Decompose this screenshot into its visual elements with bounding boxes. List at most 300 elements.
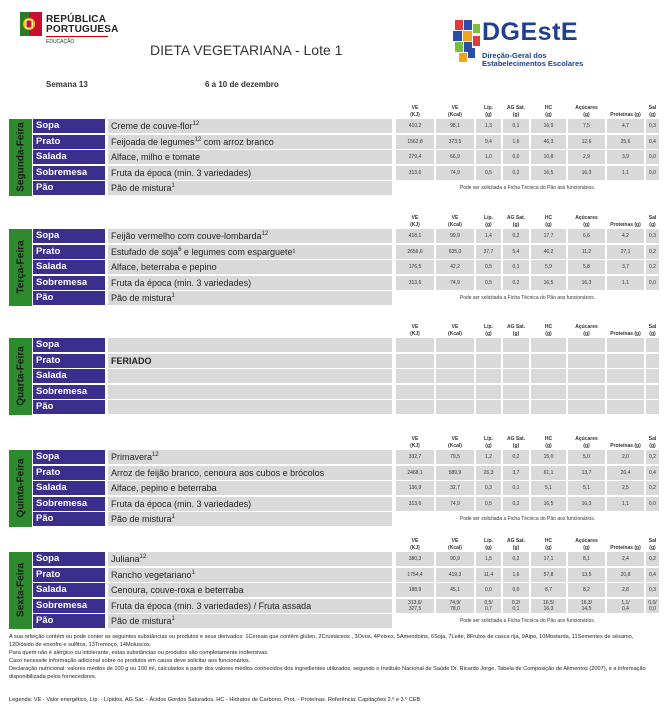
nutrient-value: 1,0	[476, 150, 501, 164]
nutrient-value: 0,5/ 0,7	[476, 599, 501, 613]
meal-category: Prato	[33, 466, 105, 480]
column-header-line1: VE	[411, 324, 419, 330]
nutrient-value	[503, 400, 529, 414]
dish-name	[108, 385, 392, 399]
column-header-line2: (g)	[649, 112, 656, 118]
bread-technical-note: Pode ser solicitada a Ficha Técnica do Pão aos funcionários.	[459, 295, 596, 301]
info-note: Caso necessite informação adicional sobre os produtos em causa deve solicitar aos funcionários.	[9, 658, 251, 664]
nutrient-value: 98,1	[436, 119, 474, 133]
nutrient-value: 20,8	[607, 568, 644, 582]
dish-name	[108, 552, 392, 566]
nutrient-column-header	[476, 530, 501, 552]
nutrient-value: 0,0	[646, 497, 659, 511]
dish-text-continued: com arroz branco	[201, 136, 274, 147]
day-name-band	[9, 552, 32, 629]
dish-text: Pão de mistura	[111, 293, 172, 303]
meal-category: Pão	[33, 181, 105, 195]
nutrient-value: 0,0	[503, 150, 529, 164]
dish-name	[108, 466, 392, 480]
nutrient-column-header	[396, 316, 434, 338]
nutrient-value: 1,1	[607, 276, 644, 290]
nutrient-value: 0,5	[476, 260, 501, 274]
nutrient-value: 0,0	[646, 166, 659, 180]
column-header-line2: (g)	[649, 222, 656, 228]
dish-name	[108, 181, 392, 195]
nutrient-column-header	[436, 207, 474, 229]
nutrient-value: 0,1	[503, 260, 529, 274]
column-header-line2: (KJ)	[410, 443, 420, 449]
allergen-superscript: 1	[171, 183, 175, 189]
nutrient-value: 5,8	[568, 260, 605, 274]
column-header-line2: (g)	[512, 443, 520, 449]
dish-name	[108, 229, 392, 243]
column-header-line2: (g)	[583, 222, 590, 228]
nutrient-value: 8,1	[568, 552, 605, 566]
nutrient-column-header	[476, 207, 501, 229]
day-block	[9, 428, 659, 528]
column-header-line1: HC	[544, 105, 553, 111]
dish-text: Cenoura, couve-roxa e beterraba	[111, 585, 244, 595]
day-name: Segunda-Feira	[15, 122, 26, 192]
nutrient-value: 1,5	[476, 552, 501, 566]
nutrient-column-header	[503, 316, 529, 338]
column-header-line2: (g)	[485, 112, 492, 118]
column-header-line1: VE	[411, 538, 419, 544]
nutrient-value: 1,4	[476, 229, 501, 243]
dish-name	[108, 150, 392, 164]
nutrient-value	[476, 338, 501, 352]
nutrient-value	[476, 354, 501, 368]
nutrient-value: 313,6	[396, 276, 434, 290]
nutrient-value: 0,0	[503, 583, 529, 597]
nutrient-value: 0,4	[646, 135, 659, 149]
nutrient-value: 0,2	[503, 276, 529, 290]
column-header-line1: AG Sat.	[506, 436, 526, 442]
dish-text: Alface, pepino e beterraba	[111, 483, 217, 493]
nutrient-value	[607, 354, 644, 368]
meal-category: Salada	[33, 150, 105, 164]
column-header-line2: (g)	[649, 331, 656, 337]
column-header-line1: Açúcares	[575, 436, 598, 442]
day-name-band	[9, 229, 32, 306]
dish-text: Pão de mistura	[111, 514, 172, 524]
column-header-line1: Líp.	[484, 436, 493, 442]
meal-category: Salada	[33, 481, 105, 495]
dish-name	[108, 568, 392, 582]
nutrient-value	[476, 400, 501, 414]
nutrient-value: 176,5	[396, 260, 434, 274]
column-header-line2: (g)	[583, 545, 590, 551]
meal-category: Sopa	[33, 229, 105, 243]
nutrient-column-header	[503, 428, 529, 450]
nutrient-value: 13,7	[568, 466, 605, 480]
nutrient-value	[607, 400, 644, 414]
column-header-line2: (g)	[485, 545, 492, 551]
dish-name	[108, 400, 392, 414]
nutrient-value	[568, 369, 605, 383]
meal-category: Sopa	[33, 552, 105, 566]
column-header-line2: (g)	[512, 331, 520, 337]
nutrient-value	[396, 400, 434, 414]
nutrient-value	[568, 338, 605, 352]
column-header-line1: Açúcares	[575, 105, 598, 111]
column-header-line2: (g)	[485, 443, 492, 449]
page-title: DIETA VEGETARIANA - Lote 1	[150, 42, 343, 58]
meal-category: Sopa	[33, 338, 105, 352]
dish-text: Primavera	[111, 452, 153, 462]
nutrient-value	[396, 385, 434, 399]
column-header-line1: AG Sat.	[506, 215, 526, 221]
nutrient-value: 46,3	[531, 135, 566, 149]
nutrient-value	[607, 338, 644, 352]
nutrient-column-header	[531, 316, 566, 338]
nutrient-column-header	[476, 428, 501, 450]
nutrient-value: 5,0	[568, 450, 605, 464]
column-header-line1: Proteínas (g)	[610, 545, 641, 551]
nutrient-column-header	[503, 97, 529, 119]
allergen-superscript: 6	[178, 246, 182, 253]
column-header-line1: Líp.	[484, 538, 493, 544]
nutrient-value: 0,0/ 0,0	[646, 599, 659, 613]
nutrient-column-header	[568, 207, 605, 229]
nutrient-value: 1,1/ 0,4	[607, 599, 644, 613]
nutrient-column-header	[646, 97, 659, 119]
column-header-line1: VE	[451, 215, 459, 221]
column-header-line1: HC	[544, 436, 553, 442]
nutrient-value	[646, 400, 659, 414]
nutrient-value: 16,3	[568, 276, 605, 290]
nutrient-column-header	[396, 428, 434, 450]
nutrient-value: 0,4	[646, 466, 659, 480]
column-header-line2: (g)	[649, 443, 656, 449]
nutrient-value: 1,3	[476, 119, 501, 133]
column-header-line2: (g)	[545, 222, 552, 228]
allergen-superscript: 1	[191, 569, 195, 576]
nutrient-value	[436, 369, 474, 383]
day-name-band	[9, 119, 32, 196]
nutrient-value: 10,8	[531, 150, 566, 164]
column-header-line2: (KJ)	[410, 222, 420, 228]
allergen-superscript: 1	[171, 293, 175, 299]
dish-text: Juliana	[111, 554, 140, 564]
column-header-line2: (g)	[545, 545, 552, 551]
dish-text: Alface, milho e tomate	[111, 152, 201, 162]
column-header-line2: (KJ)	[410, 112, 420, 118]
nutrient-column-header	[503, 207, 529, 229]
nutrient-column-header	[436, 316, 474, 338]
nutrient-value: 6,6	[568, 229, 605, 243]
nutrient-value: 188,9	[396, 583, 434, 597]
nutrient-value: 4,2	[607, 229, 644, 243]
nutrient-value	[646, 385, 659, 399]
nutrient-value	[396, 354, 434, 368]
nutrient-column-header	[476, 316, 501, 338]
nutrient-column-header	[396, 207, 434, 229]
dish-name	[108, 614, 392, 628]
nutrient-value: 0,3	[646, 229, 659, 243]
dish-text: Pão de mistura	[111, 183, 172, 193]
nutrient-value	[568, 400, 605, 414]
nutrient-value: 16,5	[531, 166, 566, 180]
nutrient-value: 0,5	[476, 497, 501, 511]
nutrient-value: 0,2	[503, 552, 529, 566]
nutrient-value: 16,9	[531, 119, 566, 133]
republica-divider	[46, 36, 108, 37]
dish-text: Fruta da época (min. 3 variedades) / Fruta assada	[111, 600, 312, 611]
nutrient-value: 0,3	[646, 583, 659, 597]
column-header-line1: Proteínas (g)	[610, 112, 641, 118]
day-block	[9, 97, 659, 197]
nutrient-column-header	[568, 530, 605, 552]
meal-category: Prato	[33, 568, 105, 582]
column-header-line1: AG Sat.	[506, 105, 526, 111]
nutrient-column-header	[531, 428, 566, 450]
day-name: Terça-Feira	[15, 240, 26, 294]
column-header-line1: Líp.	[484, 324, 493, 330]
nutrient-value: 8,2	[568, 583, 605, 597]
bread-technical-note: Pode ser solicitada a Ficha Técnica do Pão aos funcionários.	[459, 516, 596, 522]
nutrient-value: 1,6	[503, 568, 529, 582]
nutrient-value	[646, 354, 659, 368]
nutrient-column-header	[436, 530, 474, 552]
nutrient-column-header	[568, 97, 605, 119]
allergen-superscript: 1	[171, 514, 175, 520]
column-header-line1: Proteínas (g)	[610, 222, 641, 228]
nutrient-value: 11,4	[476, 568, 501, 582]
dish-text: FERIADO	[111, 355, 152, 366]
nutrient-value	[531, 369, 566, 383]
nutrient-value	[503, 354, 529, 368]
column-header-line1: VE	[411, 436, 419, 442]
nutrient-value: 635,0	[436, 245, 474, 259]
column-header-line1: VE	[451, 105, 459, 111]
nutrient-value: 279,4	[396, 150, 434, 164]
dish-text: Fruta da época (min. 3 variedades)	[111, 167, 252, 178]
column-header-line1: Proteínas (g)	[610, 331, 641, 337]
column-header-line2: (g)	[545, 331, 552, 337]
nutrient-value: 0,2	[646, 552, 659, 566]
allergens-note: A sua refeição contém ou pode conter as seguintes substâncias ou produtos e seus derivados: 1Cereais que contêm glúten, 2Crustáceos , 3Ovos, 4Peixes, 5Amendoins, 6Soja, 7Leite, 8Frutos de casca rija, 9Aipo, 10Mostarda, 11Sementes de sésamo, 12Dióxido de enxofre e sulfitos, 13Tremoço, 14Moluscos.	[9, 634, 634, 648]
allergen-superscript: 12	[192, 121, 200, 127]
nutrient-value: 1562,8	[396, 135, 434, 149]
nutrient-value	[436, 354, 474, 368]
day-name-band	[9, 338, 32, 415]
column-header-line1: HC	[544, 324, 553, 330]
nutrient-value	[531, 338, 566, 352]
nutrient-value: 0,2	[503, 450, 529, 464]
nutrient-value: 37,7	[476, 245, 501, 259]
column-header-line1: HC	[544, 215, 553, 221]
nutrient-column-header	[607, 97, 644, 119]
nutrient-value	[646, 369, 659, 383]
nutrient-value: 0,0	[476, 583, 501, 597]
nutrient-value	[436, 400, 474, 414]
nutrient-value: 26,4	[607, 466, 644, 480]
column-header-line1: AG Sat.	[506, 538, 526, 544]
nutrient-value: 5,9	[531, 260, 566, 274]
nutrient-value: 313,6/ 327,5	[396, 599, 434, 613]
column-header-line2: (Kcal)	[448, 222, 462, 228]
meal-category: Prato	[33, 135, 105, 149]
nutrient-value: 1754,4	[396, 568, 434, 582]
nutrient-value: 25,6	[607, 135, 644, 149]
nutrient-value: 589,9	[436, 466, 474, 480]
nutrient-value	[531, 354, 566, 368]
nutrient-value: 0,2	[503, 166, 529, 180]
nutrient-value: 0,5	[476, 166, 501, 180]
nutrient-value	[607, 385, 644, 399]
nutrient-value: 373,5	[436, 135, 474, 149]
nutrient-value: 9,4	[476, 135, 501, 149]
nutrient-column-header	[607, 530, 644, 552]
nutrient-value: 2,4	[607, 552, 644, 566]
nutrient-column-header	[531, 97, 566, 119]
column-header-line2: (Kcal)	[448, 443, 462, 449]
meal-category: Prato	[33, 354, 105, 368]
nutrient-value: 418,1	[396, 229, 434, 243]
dish-text: Feijoada de legumes	[111, 136, 195, 147]
nutrient-value: 3,7	[607, 260, 644, 274]
dish-name	[108, 291, 392, 305]
nutrient-value: 313,6	[396, 497, 434, 511]
week-label: Semana 13	[46, 80, 88, 89]
republica-line1: REPÚBLICA	[46, 14, 107, 25]
nutrient-column-header	[646, 316, 659, 338]
meal-category: Sopa	[33, 450, 105, 464]
column-header-line2: (Kcal)	[448, 331, 462, 337]
nutrient-value: 13,5	[568, 568, 605, 582]
intolerant-note: Para quem não é alérgico ou intolerante, estas substâncias ou produtos são completamente inofensivas.	[9, 650, 269, 656]
column-header-line2: (g)	[485, 222, 492, 228]
nutrient-column-header	[531, 207, 566, 229]
nutrient-value: 1,1	[607, 166, 644, 180]
dish-name	[108, 369, 392, 383]
nutrient-value	[396, 369, 434, 383]
column-header-line1: Proteínas (g)	[610, 443, 641, 449]
nutrient-value: 0,0	[646, 150, 659, 164]
dish-name	[108, 354, 392, 368]
column-header-line1: Sal	[648, 105, 657, 111]
nutrient-value: 66,9	[436, 150, 474, 164]
nutrient-column-header	[503, 530, 529, 552]
nutrient-value: 2,8	[607, 583, 644, 597]
nutrient-column-header	[436, 428, 474, 450]
nutrient-value: 26,3	[476, 466, 501, 480]
day-name: Sexta-Feira	[15, 563, 26, 618]
dgeste-logo	[451, 18, 611, 70]
nutrient-value: 16,3	[568, 166, 605, 180]
nutrient-value: 0,3	[646, 119, 659, 133]
meal-category: Pão	[33, 614, 105, 628]
nutrient-value: 136,9	[396, 481, 434, 495]
nutrient-value: 2468,1	[396, 466, 434, 480]
column-header-line1: VE	[451, 436, 459, 442]
day-name: Quarta-Feira	[15, 346, 26, 406]
meal-category: Salada	[33, 260, 105, 274]
nutrient-column-header	[531, 530, 566, 552]
nutrient-value	[568, 354, 605, 368]
dish-name	[108, 450, 392, 464]
nutrient-value: 0,2	[646, 260, 659, 274]
nutrient-value	[568, 385, 605, 399]
dish-text: Pão de mistura	[111, 616, 172, 626]
nutrient-column-header	[568, 428, 605, 450]
nutrient-value: 17,1	[531, 552, 566, 566]
nutrient-value: 11,2	[568, 245, 605, 259]
nutrient-column-header	[607, 316, 644, 338]
meal-category: Sobremesa	[33, 385, 105, 399]
republica-portuguesa-logo	[16, 10, 126, 46]
nutrient-value	[607, 369, 644, 383]
column-header-line1: VE	[411, 215, 419, 221]
meal-category: Sobremesa	[33, 276, 105, 290]
column-header-line2: (KJ)	[410, 331, 420, 337]
nutrient-value: 4,7	[607, 119, 644, 133]
nutrient-value: 1,2	[476, 450, 501, 464]
dish-name	[108, 245, 392, 259]
column-header-line2: (g)	[583, 331, 590, 337]
nutrient-value: 27,1	[607, 245, 644, 259]
dgeste-emblem-icon	[451, 18, 481, 70]
column-header-line2: (g)	[512, 222, 520, 228]
dish-name	[108, 338, 392, 352]
nutrient-value: 0,1	[503, 119, 529, 133]
nutrient-value	[531, 400, 566, 414]
nutrient-value	[436, 385, 474, 399]
day-name: Quinta-Feira	[15, 458, 26, 518]
dish-text: Alface, beterraba e pepino	[111, 262, 217, 272]
nutrient-value: 0,2/ 0,1	[503, 599, 529, 613]
nutrient-value: 2,5	[607, 481, 644, 495]
nutrient-value: 17,7	[531, 229, 566, 243]
nutrient-value: 15,0	[531, 450, 566, 464]
column-header-line2: (g)	[485, 331, 492, 337]
dish-name	[108, 583, 392, 597]
nutrient-value: 419,3	[436, 568, 474, 582]
column-header-line1: Líp.	[484, 215, 493, 221]
meal-category: Prato	[33, 245, 105, 259]
column-header-line1: Sal	[648, 436, 657, 442]
nutrient-value: 16,3	[568, 497, 605, 511]
nutrient-value: 410,2	[396, 119, 434, 133]
dish-name	[108, 166, 392, 180]
dish-name	[108, 481, 392, 495]
column-header-line1: Açúcares	[575, 324, 598, 330]
nutrient-value: 16,3/ 14,5	[568, 599, 605, 613]
nutrient-value: 0,2	[503, 497, 529, 511]
nutrition-note: Declaração nutricional: valores médios de 100 g ou 100 ml, calculados a partir dos valores médios conhecidos dos ingredientes utilizados, segundo o Instituto Nacional de Saúde Dr. Ricardo Jorge, Tabela de Composição de Alimentos (2007), e a informação disponibilizada pelos fornecedores.	[9, 666, 646, 680]
nutrient-column-header	[476, 97, 501, 119]
nutrient-value: 0,2	[646, 481, 659, 495]
nutrient-value: 2656,6	[396, 245, 434, 259]
nutrient-value	[503, 338, 529, 352]
meal-category: Pão	[33, 400, 105, 414]
meal-category: Pão	[33, 291, 105, 305]
nutrient-value: 90,9	[436, 552, 474, 566]
column-header-line2: (g)	[512, 545, 520, 551]
nutrient-column-header	[607, 207, 644, 229]
nutrient-value: 0,3	[476, 481, 501, 495]
nutrient-value: 2,9	[568, 150, 605, 164]
nutrient-value: 74,9	[436, 497, 474, 511]
dish-text: Fruta da época (min. 3 variedades)	[111, 277, 252, 288]
bread-technical-note: Pode ser solicitada a Ficha Técnica do Pão aos funcionários.	[459, 618, 596, 624]
dish-text: Feijão vermelho com couve-lombarda	[111, 231, 262, 241]
republica-line2: PORTUGUESA	[46, 24, 119, 35]
nutrient-value: 74,9	[436, 276, 474, 290]
meal-category: Pão	[33, 512, 105, 526]
dgeste-logo-text: DGEstE	[482, 18, 579, 46]
